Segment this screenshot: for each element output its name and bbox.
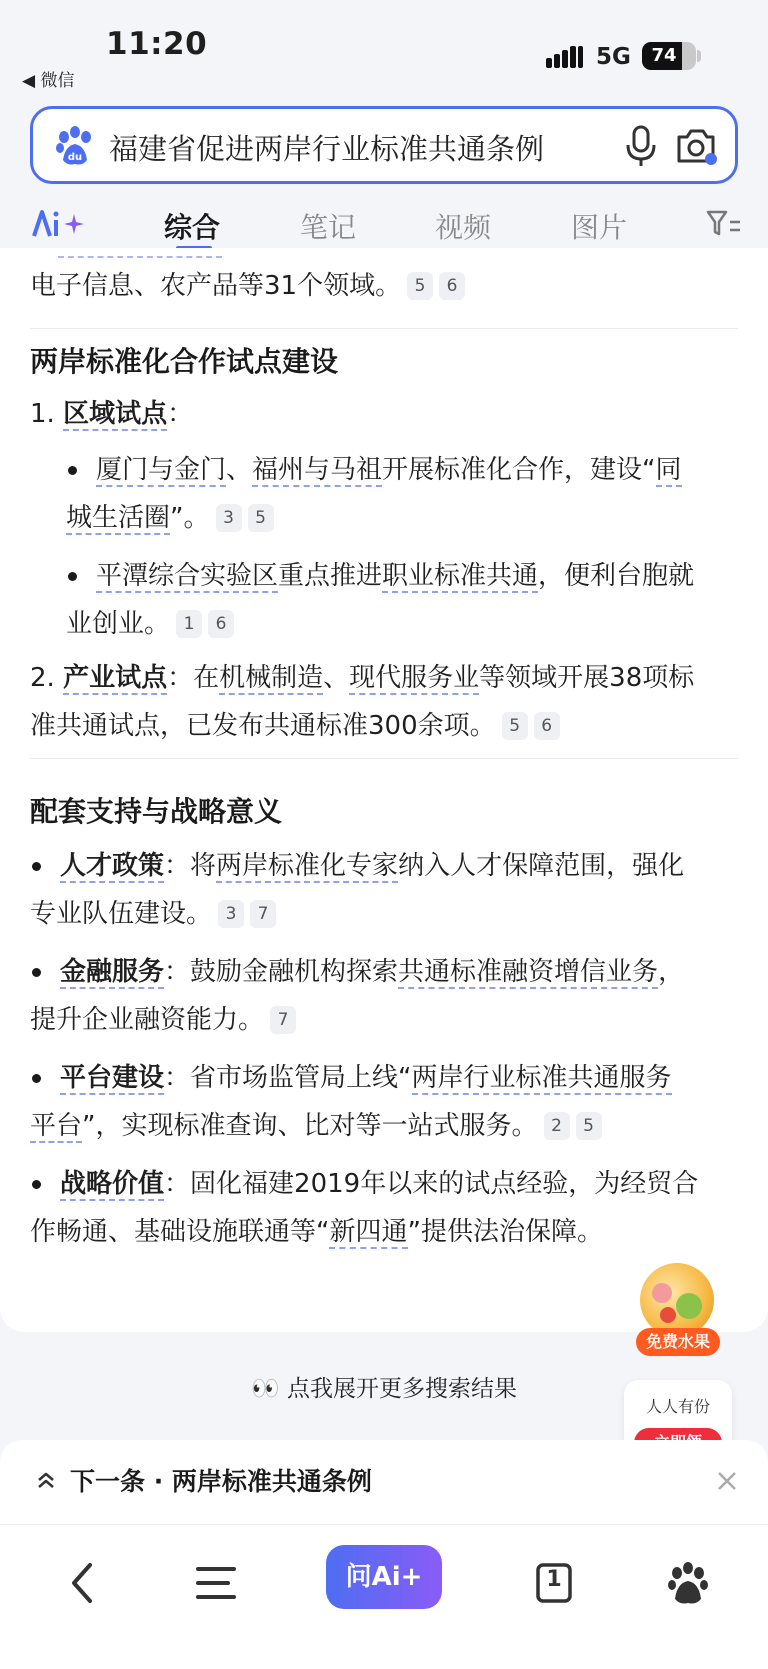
text: 重点推进 (278, 561, 383, 591)
network-label: 5G (596, 44, 631, 70)
keyword-link[interactable]: 厦门与金门 (96, 455, 227, 485)
search-bar[interactable] (30, 106, 738, 184)
keyword-link[interactable]: 城生活圈 (66, 503, 171, 533)
keyword-link[interactable]: 两岸行业标准共通服务 (411, 1063, 672, 1093)
status-time: 11:20 (106, 26, 208, 62)
text: 开展标准化合作，建设“ (382, 455, 656, 485)
bottom-nav (0, 1524, 768, 1669)
colon: ： (164, 1063, 191, 1093)
citation-badge[interactable]: 6 (534, 712, 560, 740)
chevron-up-icon (36, 1470, 56, 1490)
ask-ai-button[interactable]: 问Ai+ (326, 1545, 442, 1609)
text: 纳入人才保障范围，强化 (398, 851, 685, 881)
citation-badge[interactable]: 1 (176, 610, 202, 638)
close-icon[interactable] (716, 1470, 738, 1492)
bullet-dot (32, 1180, 41, 1189)
text: 、 (323, 663, 350, 693)
text: 业创业。 (66, 609, 171, 639)
text: 在 (193, 663, 220, 693)
tab-all[interactable]: 综合 (164, 211, 221, 244)
battery-level: 74 (651, 45, 677, 66)
citation-badge[interactable]: 6 (208, 610, 234, 638)
text: 准共通试点，已发布共通标准300余项。 (30, 711, 496, 741)
section-heading: 配套支持与战略意义 (30, 795, 283, 828)
text: ”。 (170, 503, 210, 533)
item-title[interactable]: 金融服务 (60, 957, 165, 987)
divider (30, 328, 738, 329)
list-item (60, 842, 684, 890)
list-item-cont (66, 494, 274, 542)
baidu-home-icon[interactable] (660, 1555, 716, 1611)
back-icon[interactable] (56, 1555, 112, 1611)
text: 作畅通、基础设施联通等“ (30, 1217, 330, 1247)
next-item-bar[interactable] (0, 1440, 768, 1524)
list-item (60, 1054, 672, 1102)
keyword-link[interactable]: 平台 (30, 1111, 83, 1141)
item-title[interactable]: 人才政策 (60, 851, 165, 881)
tab-images[interactable]: 图片 (571, 211, 628, 244)
text: 固化福建2019年以来的试点经验，为经贸合 (190, 1169, 699, 1199)
citation-badge[interactable]: 6 (439, 272, 465, 300)
text: 提升企业融资能力。 (30, 1005, 265, 1035)
text: 将 (190, 851, 217, 881)
colon: ： (164, 1169, 191, 1199)
promo-title: 人人有份 (645, 1397, 710, 1416)
text: ”，实现标准查询、比对等一站式服务。 (82, 1111, 538, 1141)
next-item-label[interactable]: 下一条 · 两岸标准共通条例 (70, 1467, 372, 1496)
bullet-dot (32, 862, 41, 871)
intro-text: 电子信息、农产品等31个领域。 (30, 271, 402, 301)
item-title[interactable]: 战略价值 (60, 1169, 165, 1199)
list-item-cont (30, 1102, 602, 1150)
list-item-cont (30, 890, 276, 938)
search-input[interactable]: 福建省促进两岸行业标准共通条例 (109, 132, 545, 166)
expand-more-results[interactable]: 👀 点我展开更多搜索结果 (251, 1376, 517, 1402)
colon: ： (164, 957, 191, 987)
list-item (60, 948, 684, 996)
citation-badge[interactable]: 5 (407, 272, 433, 300)
keyword-link[interactable]: 现代服务业 (349, 663, 480, 693)
citation-badge[interactable]: 7 (250, 900, 276, 928)
list-item-cont (66, 600, 234, 648)
list-number: 2. (30, 663, 55, 693)
text: ， (658, 957, 685, 987)
text: 省市场监管局上线“ (190, 1063, 412, 1093)
bullet-dot (68, 572, 77, 581)
text: ，便利台胞就 (538, 561, 695, 591)
keyword-link[interactable]: 新四通 (329, 1217, 408, 1247)
citation-badge[interactable]: 2 (544, 1112, 570, 1140)
text: 等领域开展38项标 (479, 663, 695, 693)
bullet-dot (68, 466, 77, 475)
tab-video[interactable]: 视频 (435, 211, 492, 244)
text: 专业队伍建设。 (30, 899, 213, 929)
list-number: 1. (30, 399, 55, 429)
decor-dash (58, 256, 222, 258)
citation-badge[interactable]: 5 (248, 504, 274, 532)
signal-icon (546, 46, 584, 68)
list-item-cont (30, 1208, 603, 1256)
baidu-paw-icon (53, 124, 97, 168)
list-item (96, 552, 694, 600)
colon: ： (167, 663, 194, 693)
keyword-link[interactable]: 福州与马祖 (252, 455, 383, 485)
bullet-dot (32, 1074, 41, 1083)
list-item-cont (30, 702, 560, 750)
citation-badge[interactable]: 3 (218, 900, 244, 928)
text: 、 (226, 455, 253, 485)
back-to-wechat[interactable]: ◀ 微信 (22, 71, 75, 91)
bullet-dot (32, 968, 41, 977)
citation-badge[interactable]: 7 (270, 1006, 296, 1034)
citation-badge[interactable]: 5 (576, 1112, 602, 1140)
keyword-link[interactable]: 平潭综合实验区 (96, 561, 279, 591)
citation-badge[interactable]: 5 (502, 712, 528, 740)
menu-icon[interactable] (188, 1555, 244, 1611)
list-item (60, 1160, 698, 1208)
status-bar (0, 0, 768, 96)
list-item (30, 654, 694, 702)
camera-search-icon[interactable] (673, 123, 719, 169)
list-item-cont (30, 996, 296, 1044)
colon: ： (164, 851, 191, 881)
list-item (30, 390, 193, 438)
divider (30, 758, 738, 759)
battery-icon (642, 42, 696, 70)
section-heading: 两岸标准化合作试点建设 (30, 345, 339, 378)
ai-answer-card (0, 248, 768, 1332)
text: ”提供法治保障。 (407, 1217, 603, 1247)
keyword-link[interactable]: 同 (655, 455, 682, 485)
promo-tag[interactable]: 免费水果 (636, 1328, 720, 1356)
fruit-promo-image[interactable] (640, 1263, 714, 1337)
keyword-link[interactable]: 职业标准共通 (382, 561, 539, 591)
tab-count: 1 (546, 1567, 562, 1592)
item-title[interactable]: 区域试点 (63, 399, 168, 429)
text: 鼓励金融机构探索 (190, 957, 399, 987)
svg-text:du: du (67, 152, 83, 163)
battery-tip (697, 50, 701, 62)
colon: ： (167, 399, 194, 429)
item-title[interactable]: 产业试点 (63, 663, 168, 693)
tab-notes[interactable]: 笔记 (300, 211, 357, 244)
item-title[interactable]: 平台建设 (60, 1063, 165, 1093)
filter-icon[interactable] (706, 208, 742, 240)
intro-line (30, 262, 465, 310)
keyword-link[interactable]: 两岸标准化专家 (216, 851, 399, 881)
microphone-icon[interactable] (623, 123, 659, 169)
tabs-button[interactable] (526, 1555, 582, 1611)
keyword-link[interactable]: 共通标准融资增信业务 (398, 957, 659, 987)
citation-badge[interactable]: 3 (216, 504, 242, 532)
list-item (96, 446, 682, 494)
keyword-link[interactable]: 机械制造 (219, 663, 324, 693)
ai-tab-icon[interactable] (32, 206, 90, 240)
